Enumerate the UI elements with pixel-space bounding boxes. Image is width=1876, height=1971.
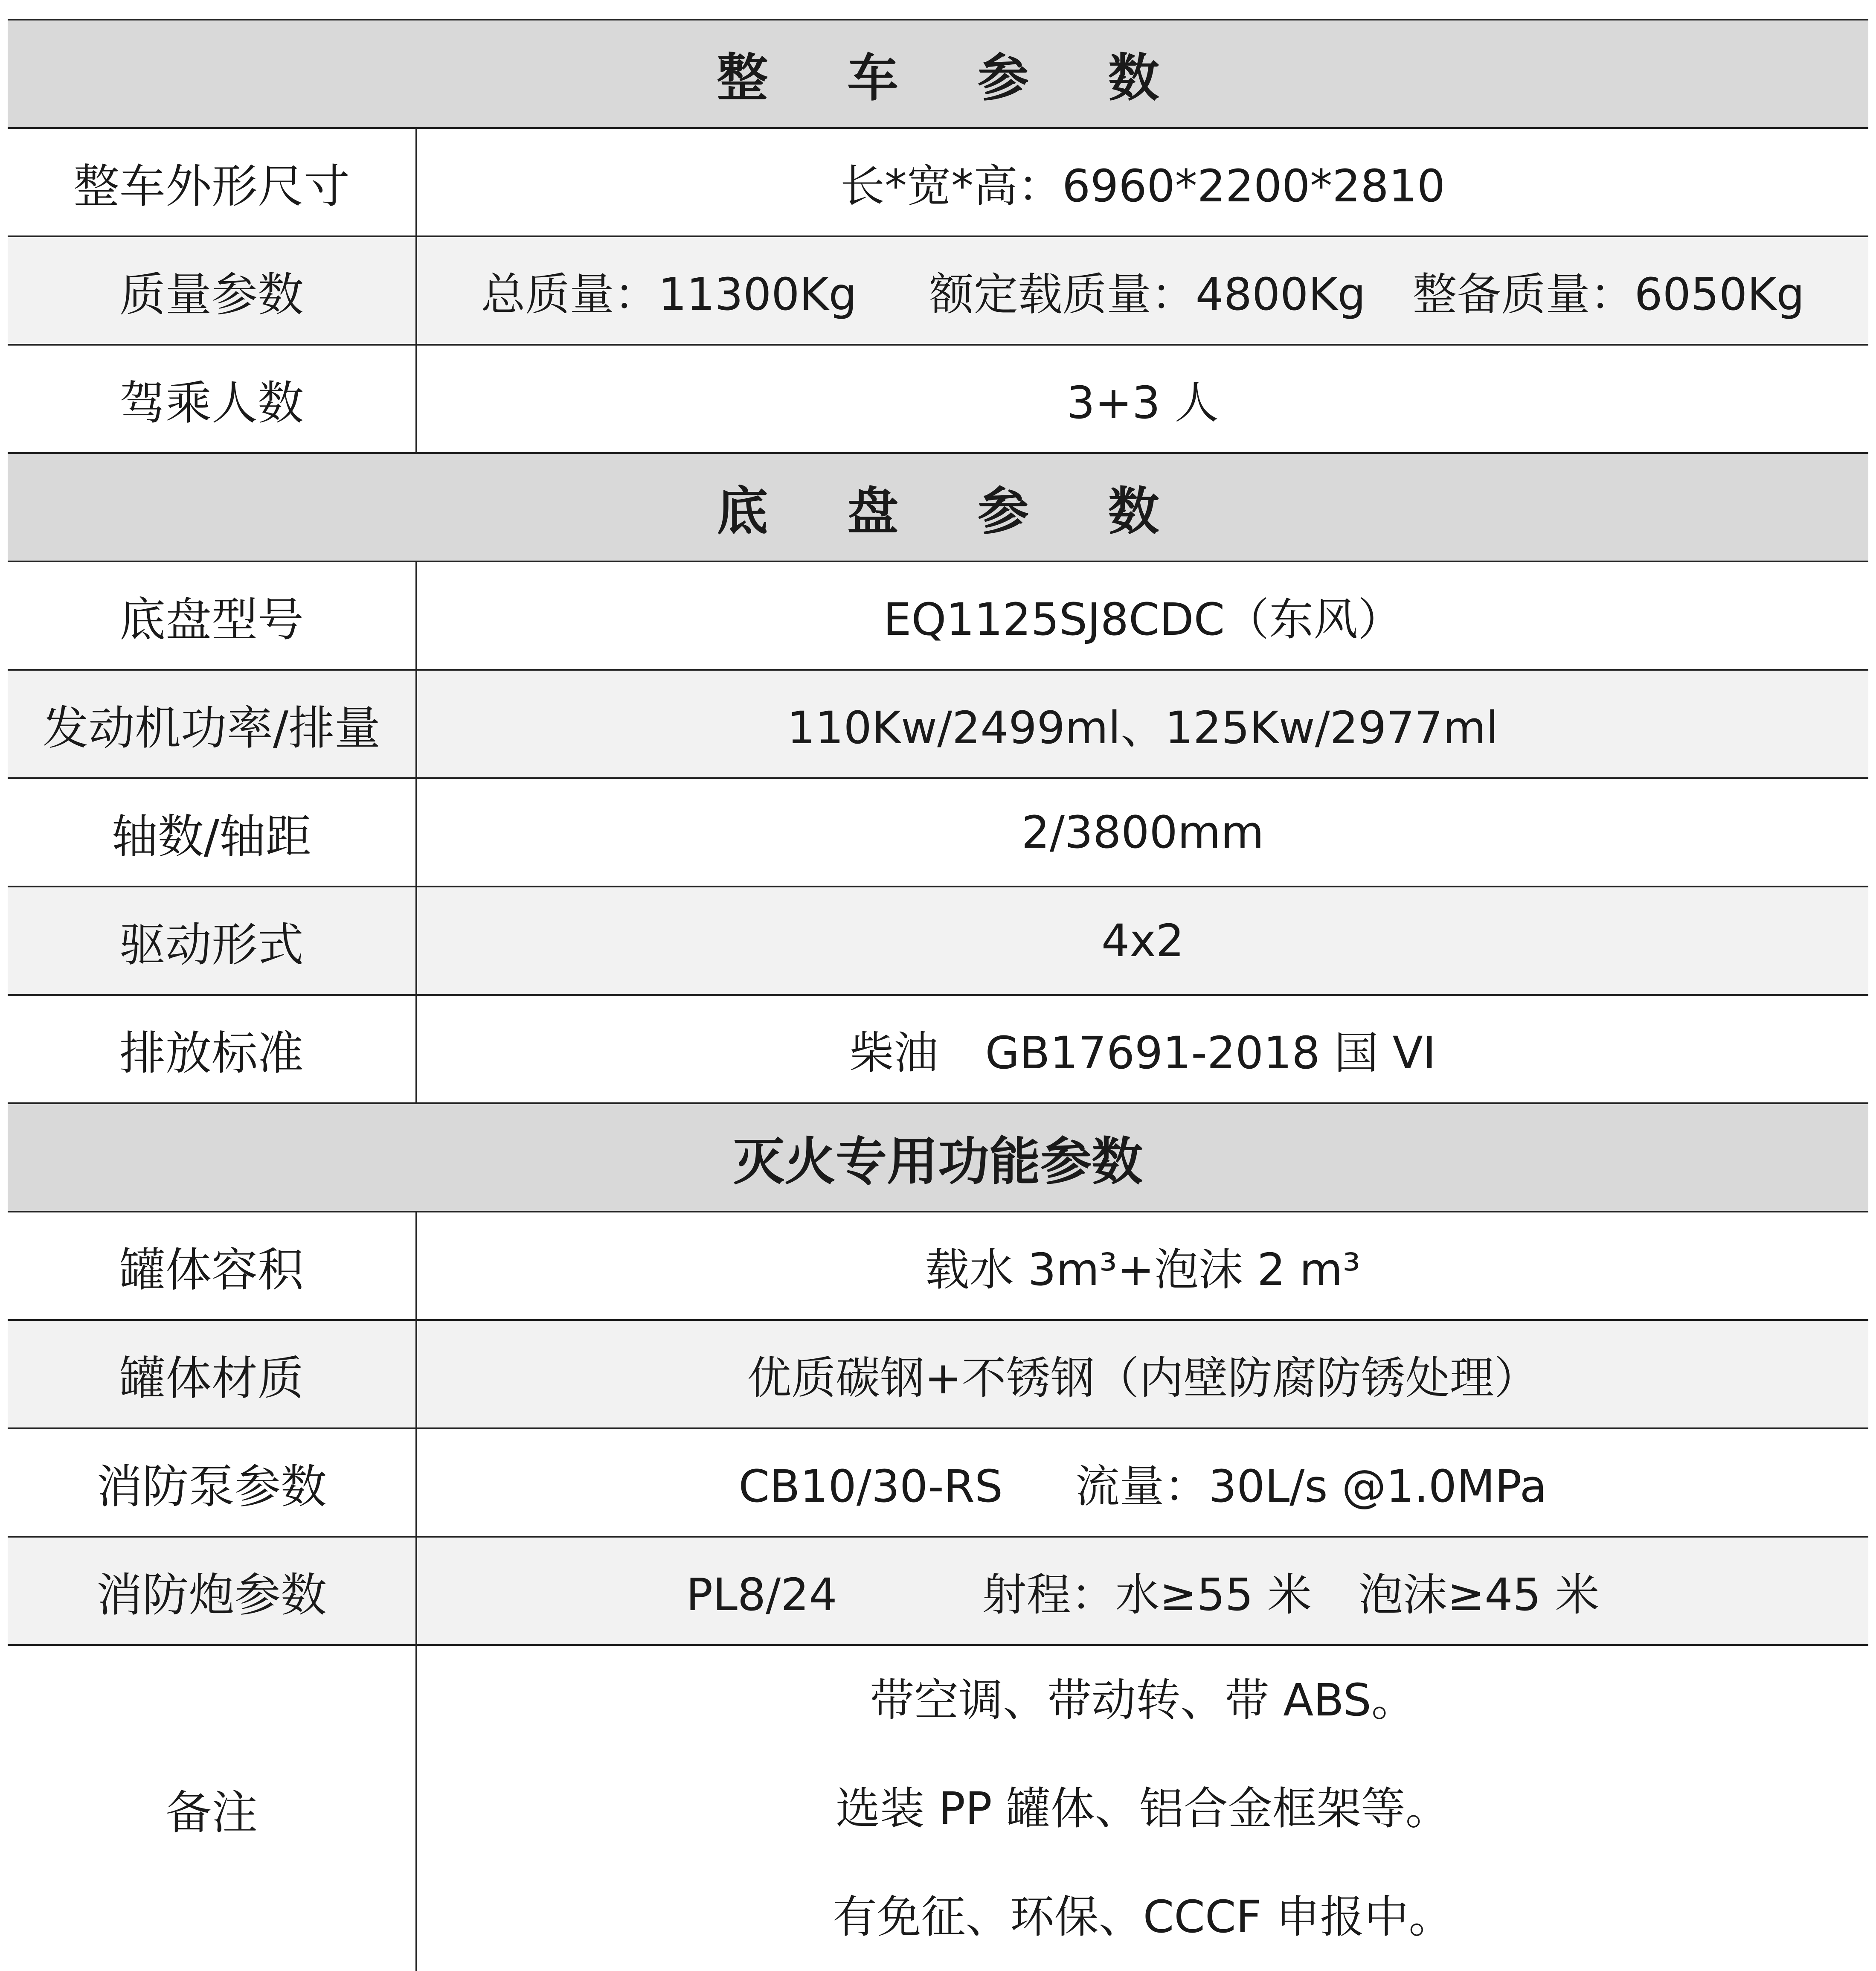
notes-label: 备注 — [8, 1645, 416, 1971]
mass-rated: 额定载质量：4800Kg — [929, 268, 1366, 320]
engine-label: 发动机功率/排量 — [8, 670, 416, 778]
tank-volume-value: 载水 3m³+泡沫 2 m³ — [416, 1212, 1868, 1320]
engine-value: 110Kw/2499ml、125Kw/2977ml — [416, 670, 1868, 778]
emission-fuel: 柴油 — [849, 1027, 938, 1079]
cannon-value — [416, 1537, 1868, 1645]
mass-total: 总质量：11300Kg — [481, 268, 857, 320]
table-row — [8, 1645, 1868, 1971]
note-line: 选装 PP 罐体、铝合金框架等。 — [836, 1782, 1450, 1834]
table-row — [8, 561, 1868, 670]
table-row — [8, 345, 1868, 453]
table-row — [8, 1428, 1868, 1537]
section-vehicle-header — [8, 20, 1868, 128]
table-row — [8, 670, 1868, 778]
section-vehicle-title: 整 车 参 数 — [717, 49, 1190, 108]
tank-material-label: 罐体材质 — [8, 1320, 416, 1428]
table-row — [8, 887, 1868, 995]
mass-value — [416, 236, 1868, 345]
table-row — [8, 995, 1868, 1103]
chassis-model-label: 底盘型号 — [8, 561, 416, 670]
spec-table — [8, 19, 1868, 1971]
table-row — [8, 1320, 1868, 1428]
cannon-range-water: 射程：水≥55 米 — [982, 1569, 1312, 1621]
dimensions-value: 长*宽*高：6960*2200*2810 — [416, 128, 1868, 236]
section-chassis-header — [8, 453, 1868, 561]
seats-label: 驾乘人数 — [8, 345, 416, 453]
mass-label: 质量参数 — [8, 236, 416, 345]
section-chassis-row — [8, 453, 1868, 561]
section-vehicle-row — [8, 20, 1868, 128]
note-line: 带空调、带动转、带 ABS。 — [870, 1674, 1416, 1726]
dimensions-label: 整车外形尺寸 — [8, 128, 416, 236]
pump-model: CB10/30-RS — [738, 1460, 1003, 1512]
chassis-model-value: EQ1125SJ8CDC（东风） — [416, 561, 1868, 670]
section-chassis-title: 底 盘 参 数 — [717, 482, 1190, 541]
cannon-model: PL8/24 — [686, 1569, 837, 1621]
table-row — [8, 236, 1868, 345]
seats-value: 3+3 人 — [416, 345, 1868, 453]
tank-material-value: 优质碳钢+不锈钢（内壁防腐防锈处理） — [416, 1320, 1868, 1428]
note-line: 有免征、环保、CCCF 申报中。 — [832, 1891, 1453, 1943]
emission-standard: GB17691-2018 国 VI — [985, 1027, 1436, 1079]
axle-label: 轴数/轴距 — [8, 778, 416, 887]
pump-flow: 流量：30L/s @1.0MPa — [1075, 1460, 1547, 1512]
tank-volume-label: 罐体容积 — [8, 1212, 416, 1320]
mass-curb: 整备质量：6050Kg — [1412, 268, 1805, 320]
axle-value: 2/3800mm — [416, 778, 1868, 887]
pump-label: 消防泵参数 — [8, 1428, 416, 1537]
section-fire-header — [8, 1103, 1868, 1212]
drive-value: 4x2 — [416, 887, 1868, 995]
cannon-range-foam: 泡沫≥45 米 — [1359, 1569, 1600, 1621]
table-row — [8, 778, 1868, 887]
table-row — [8, 1537, 1868, 1645]
pump-value — [416, 1428, 1868, 1537]
emission-label: 排放标准 — [8, 995, 416, 1103]
table-row — [8, 1212, 1868, 1320]
emission-value — [416, 995, 1868, 1103]
section-fire-title: 灭火专用功能参数 — [733, 1132, 1143, 1192]
cannon-label: 消防炮参数 — [8, 1537, 416, 1645]
section-fire-row — [8, 1103, 1868, 1212]
notes-value — [416, 1645, 1868, 1971]
table-row — [8, 128, 1868, 236]
drive-label: 驱动形式 — [8, 887, 416, 995]
